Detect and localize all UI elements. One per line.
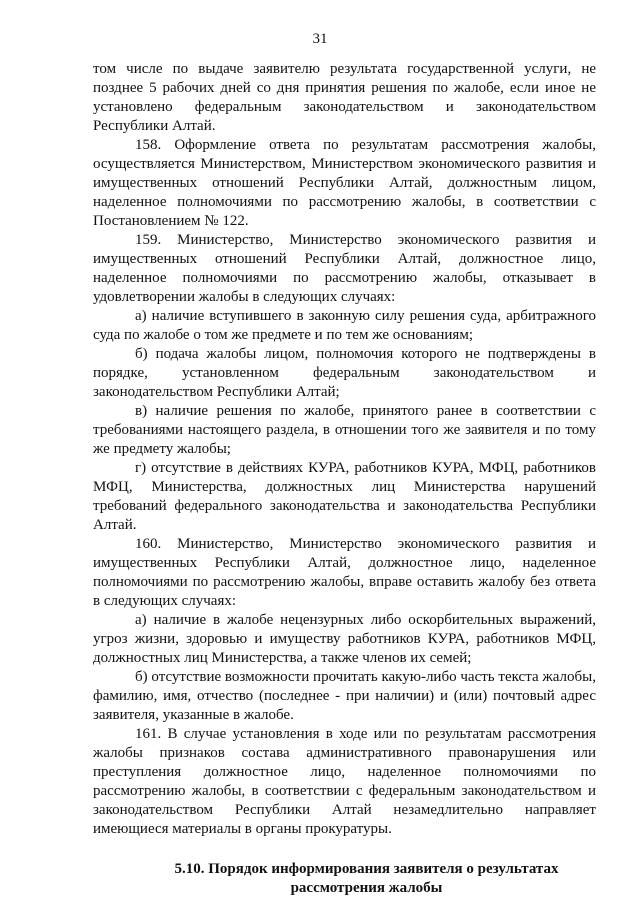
paragraph-159-v: в) наличие решения по жалобе, принятого ранее в соответствии с требованиями настоящего раздела, в отношении того же заявителя и по тому же предмету жалобы; (93, 403, 596, 457)
section-heading-line-1: 5.10. Порядок информирования заявителя о результатах (174, 861, 559, 877)
section-heading (93, 860, 596, 898)
paragraph-160-a: а) наличие в жалобе нецензурных либо оскорбительных выражений, угроз жизни, здоровью и имуществу работников КУРА, работников МФЦ, должностных лиц Министерства, а также членов их семей; (93, 612, 596, 666)
page-number: 31 (312, 31, 328, 47)
paragraph-161: 161. В случае установления в ходе или по результатам рассмотрения жалобы признаков состава административного правонарушения или преступления должностное лицо, наделенное полномочиями по рассмотрению жалобы, в соответствии с федеральным законодательством и законодательством Республики Алтай незамедлительно направляет имеющиеся материалы в органы прокуратуры. (93, 726, 596, 837)
document-body (93, 60, 596, 898)
paragraph-159-g: г) отсутствие в действиях КУРА, работников КУРА, МФЦ, работников МФЦ, Министерства, должностных лиц Министерства нарушений требований федерального законодательства и законодательства Республики Алтай. (93, 460, 596, 533)
paragraph-159: 159. Министерство, Министерство экономического развития и имущественных отношений Республики Алтай, должностное лицо, наделенное полномочиями по рассмотрению жалобы, отказывает в удовлетворении жалобы в следующих случаях: (93, 232, 596, 305)
paragraph-continuation: том числе по выдаче заявителю результата государственной услуги, не позднее 5 рабочих дней со дня принятия решения по жалобе, если иное не установлено федеральным законодательством и законодательством Республики Алтай. (93, 61, 596, 134)
paragraph-159-a: а) наличие вступившего в законную силу решения суда, арбитражного суда по жалобе о том же предмете и по тем же основаниям; (93, 308, 596, 343)
section-heading-line-2: рассмотрения жалобы (290, 880, 443, 896)
paragraph-160: 160. Министерство, Министерство экономического развития и имущественных Республики Алтай, должностное лицо, наделенное полномочиями по рассмотрению жалобы, вправе оставить жалобу без ответа в следующих случаях: (93, 536, 596, 609)
paragraph-158: 158. Оформление ответа по результатам рассмотрения жалобы, осуществляется Министерством, Министерством экономического развития и имущественных отношений Республики Алтай, должностным лицом, наделенное полномочиями по рассмотрению жалобы, в соответствии с Постановлением № 122. (93, 137, 596, 229)
paragraph-160-b: б) отсутствие возможности прочитать какую-либо часть текста жалобы, фамилию, имя, отчество (последнее - при наличии) и (или) почтовый адрес заявителя, указанные в жалобе. (93, 669, 596, 723)
paragraph-159-b: б) подача жалобы лицом, полномочия которого не подтверждены в порядке, установленном федеральным законодательством и законодательством Республики Алтай; (93, 346, 596, 400)
